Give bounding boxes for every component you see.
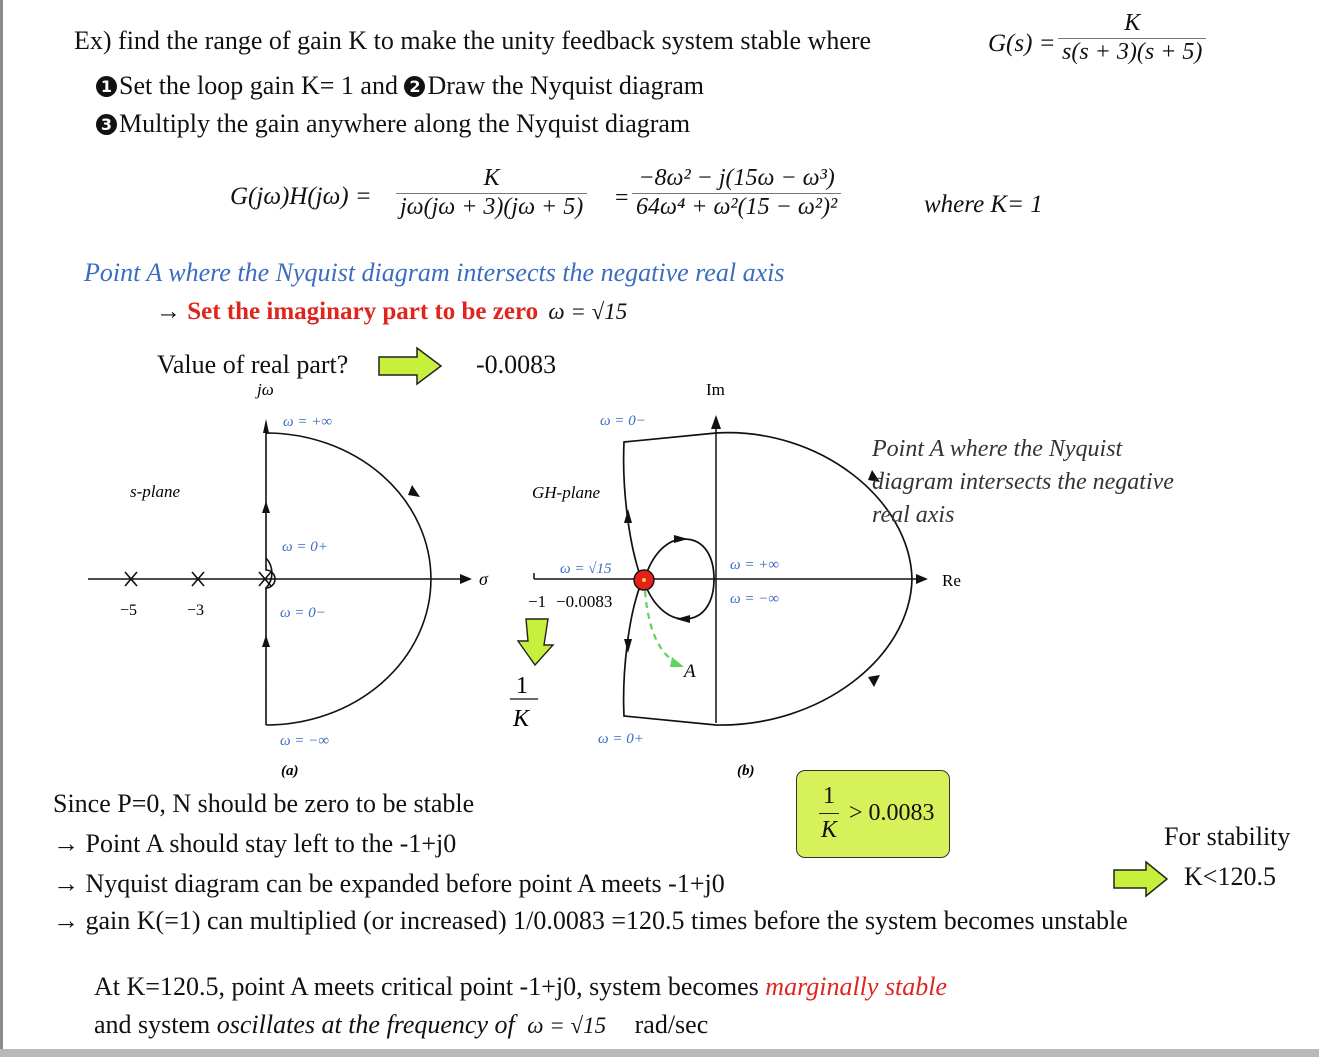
marginally-stable-text: marginally stable [765, 972, 948, 1001]
s-w-0-minus: ω = 0− [280, 605, 326, 621]
point-a-label: A [684, 661, 696, 682]
step-3-badge: 3 [96, 114, 117, 135]
equation-fraction-2 [632, 165, 841, 221]
step-1-badge: 1 [96, 76, 117, 97]
point-a-center [642, 578, 646, 582]
s-plane-diagram [88, 380, 489, 779]
final-line-1 [94, 972, 947, 1002]
gh-arrow-loop-bottom [676, 615, 690, 623]
gh-arrow-left-upper [624, 509, 632, 523]
pole-minus-5: −5 [120, 602, 138, 619]
contour-arrow-lower [262, 635, 270, 647]
step-1-text: Set the loop gain K= 1 and [119, 71, 405, 100]
arrow-symbol: → [156, 298, 181, 325]
rad-per-sec: rad/sec [634, 1010, 709, 1039]
s-w-plus-inf: ω = +∞ [283, 414, 333, 430]
box-fraction-den: K [821, 817, 838, 843]
omega-sqrt15: ω = √15 [548, 299, 628, 324]
s-w-0-plus: ω = 0+ [282, 539, 328, 555]
re-axis-arrow [916, 574, 928, 584]
gh-w-sqrt15: ω = √15 [560, 561, 612, 577]
caption-a: (a) [281, 763, 299, 779]
transfer-function-denominator: s(s + 3)(s + 5) [1058, 38, 1206, 67]
equation-fraction-2-denominator: 64ω⁴ + ω²(15 − ω²)² [632, 193, 841, 222]
im-axis-label: Im [706, 380, 725, 399]
gh-note-line-3: real axis [872, 502, 955, 528]
problem-statement: Ex) find the range of gain K to make the unity feedback system stable where [74, 26, 872, 55]
gh-plane-label: GH-plane [532, 483, 600, 502]
step-3-text: Multiply the gain anywhere along the Nyquist diagram [119, 109, 691, 138]
intercept-label: −0.0083 [556, 592, 613, 611]
pole-minus-3: −3 [187, 602, 205, 619]
stability-condition-box [796, 770, 950, 858]
oscillation-text: oscillates at the frequency of [216, 1010, 515, 1039]
imag-zero-instruction: Set the imaginary part to be zero [187, 298, 539, 325]
point-a-arrowhead [670, 657, 684, 667]
stability-result: K<120.5 [1184, 862, 1276, 891]
real-part-value: -0.0083 [476, 350, 557, 379]
equation-fraction-1-denominator: jω(jω + 3)(jω + 5) [396, 193, 587, 222]
step-2-badge: 2 [404, 76, 425, 97]
conclusion-line-1: Since P=0, N should be zero to be stable [53, 789, 475, 818]
equation-fraction-1-numerator: K [483, 165, 500, 191]
gh-note-line-1: Point A where the Nyquist [872, 436, 1123, 462]
jw-axis-arrow [263, 419, 269, 433]
gh-w-0-minus: ω = 0− [600, 413, 646, 429]
re-axis-label: Re [942, 571, 961, 590]
s-plane-label: s-plane [130, 482, 181, 501]
s-w-minus-inf: ω = −∞ [280, 733, 330, 749]
step-2-text: Draw the Nyquist diagram [427, 71, 705, 100]
conclusion-line-2: → Point A should stay left to the -1+j0 [53, 829, 457, 858]
one-over-k-denominator: K [513, 706, 530, 732]
point-a-heading: Point A where the Nyquist diagram intersects the negative real axis [84, 258, 785, 287]
equation-where: where K= 1 [924, 191, 1043, 218]
conclusion-line-3: → Nyquist diagram can be expanded before point A meets -1+j0 [53, 869, 725, 898]
equation-fraction-2-numerator: −8ω² − j(15ω − ω³) [638, 165, 835, 191]
point-a-dashed-path [645, 591, 676, 663]
equation-fraction-1 [396, 165, 587, 221]
equation-equals: = [615, 185, 629, 211]
bottom-border [0, 1049, 1319, 1057]
box-fraction-num: 1 [823, 783, 835, 809]
step-3 [96, 109, 690, 139]
contour-arrow-arc [408, 485, 420, 497]
stability-label: For stability [1164, 822, 1291, 851]
gh-w-minus-inf: ω = −∞ [730, 591, 780, 607]
sigma-axis-arrow [460, 574, 472, 584]
jw-axis-label: jω [257, 380, 274, 399]
gh-note-line-2: diagram intersects the negative [872, 469, 1174, 495]
caption-b: (b) [737, 763, 755, 779]
gh-w-0-plus: ω = 0+ [598, 731, 644, 747]
one-over-k-arrow-icon [518, 619, 553, 665]
nyquist-diagrams [0, 375, 1319, 785]
gh-plane-diagram [510, 380, 1174, 779]
gh-arrow-left-lower [624, 639, 632, 653]
gh-w-plus-inf: ω = +∞ [730, 557, 780, 573]
box-fraction-bar [819, 813, 839, 814]
stability-arrow-icon [1112, 860, 1170, 898]
transfer-function-fraction [1058, 10, 1206, 66]
equation-lhs: G(jω)H(jω) = [230, 183, 372, 210]
final-line-2 [94, 1010, 708, 1040]
final-line-2-text: and system [94, 1010, 217, 1039]
sigma-label: σ [479, 569, 488, 589]
gh-arrow-arc-lower [868, 675, 880, 687]
final-omega: ω = √15 [527, 1013, 607, 1038]
im-axis-arrow [711, 415, 721, 429]
conclusion-line-4: → gain K(=1) can multiplied (or increased) 1/0.0083 =120.5 times before the system becomes unstable [53, 906, 1128, 935]
transfer-function-numerator: K [1124, 10, 1141, 36]
final-line-1-text: At K=120.5, point A meets critical point -1+j0, system becomes [94, 972, 766, 1001]
box-rhs: > 0.0083 [849, 800, 935, 826]
value-question: Value of real part? [157, 350, 349, 379]
gh-arrow-loop-top [674, 535, 688, 543]
one-over-k-numerator: 1 [516, 673, 528, 699]
step-1-2 [96, 71, 704, 101]
minus-one-label: −1 [528, 592, 547, 611]
transfer-function-lhs: G(s) = [988, 30, 1056, 57]
contour-arrow-upper [262, 501, 270, 513]
imag-zero-line [156, 298, 627, 326]
